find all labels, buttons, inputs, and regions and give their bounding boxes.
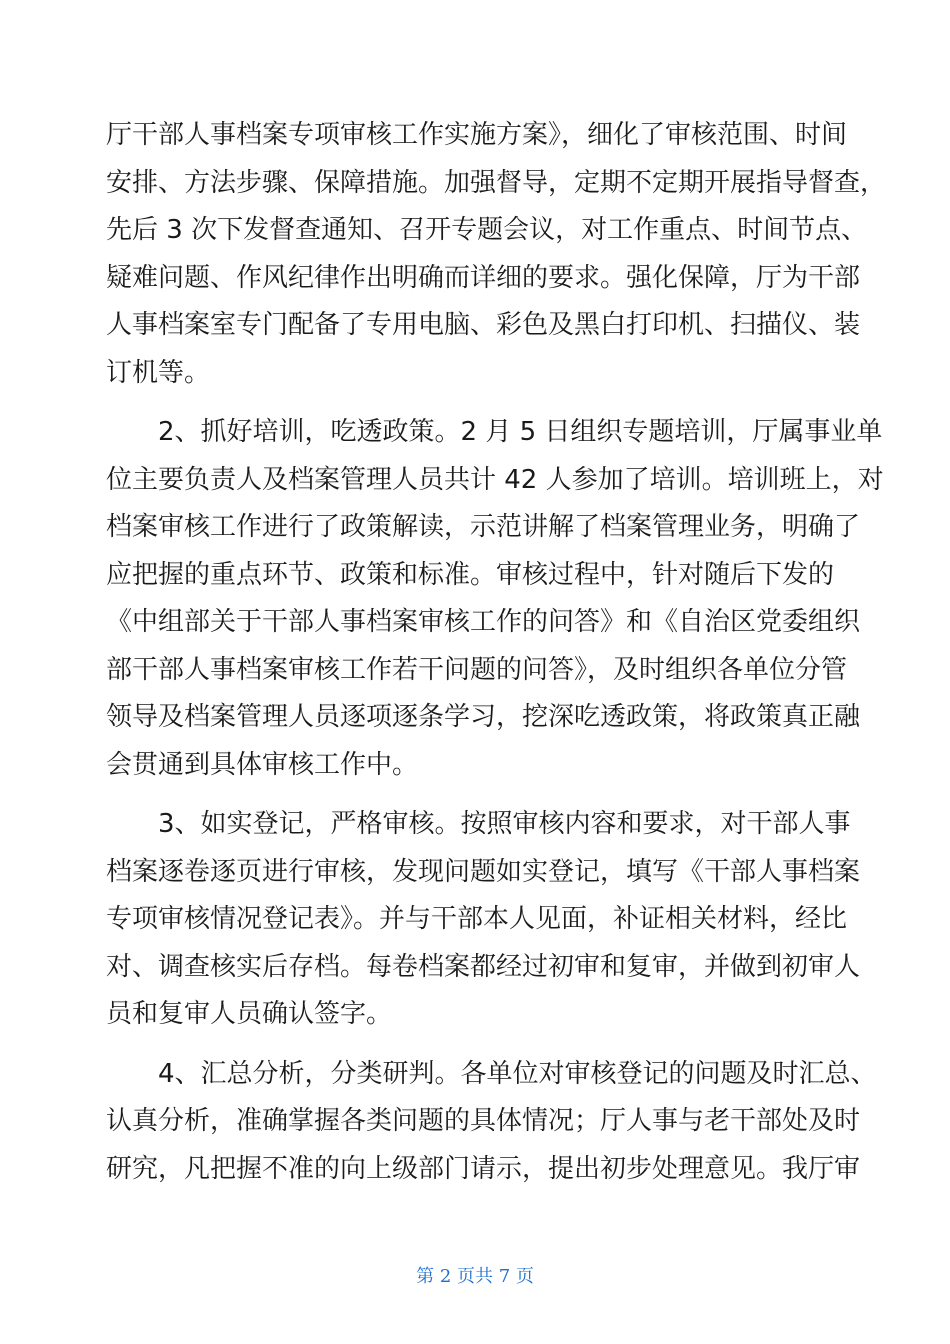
paragraph-spacer — [106, 1039, 836, 1051]
text-line: 人事档案室专门配备了专用电脑、彩色及黑白打印机、扫描仪、装 — [106, 310, 861, 340]
document-body — [106, 112, 887, 1193]
paragraph-1 — [106, 112, 887, 397]
text-line: 2、抓好培训，吃透政策。2 月 5 日组织专题培训，厅属事业单 — [106, 417, 883, 447]
page-number-footer: 第 2 页共 7 页 — [416, 1266, 534, 1287]
paragraph-4 — [106, 1051, 877, 1194]
text-line: 档案逐卷逐页进行审核，发现问题如实登记，填写《干部人事档案 — [106, 856, 861, 887]
text-line: 领导及档案管理人员逐项逐条学习，挖深吃透政策，将政策真正融 — [106, 702, 861, 732]
text-line: 订机等。 — [106, 357, 211, 388]
text-line: 3、如实登记，严格审核。按照审核内容和要求，对干部人事 — [106, 809, 851, 839]
text-line: 《中组部关于干部人事档案审核工作的问答》和《自治区党委组织 — [106, 607, 861, 637]
paragraph-2 — [106, 409, 884, 789]
text-line: 专项审核情况登记表》。并与干部本人见面，补证相关材料，经比 — [106, 904, 848, 934]
text-line: 对、调查核实后存档。每卷档案都经过初审和复审，并做到初审人 — [106, 951, 861, 982]
paragraph-spacer — [106, 789, 836, 801]
text-line: 4、汇总分析，分类研判。各单位对审核登记的问题及时汇总、 — [106, 1058, 877, 1089]
text-line: 位主要负责人及档案管理人员共计 42 人参加了培训。培训班上，对 — [106, 464, 884, 495]
text-line: 研究，凡把握不准的向上级部门请示，提出初步处理意见。我厅审 — [106, 1153, 861, 1184]
text-line: 厅干部人事档案专项审核工作实施方案》，细化了审核范围、时间 — [106, 120, 848, 150]
text-line: 会贯通到具体审核工作中。 — [106, 749, 419, 780]
text-line: 安排、方法步骤、保障措施。加强督导，定期不定期开展指导督查， — [106, 167, 887, 198]
text-line: 应把握的重点环节、政策和标准。审核过程中，针对随后下发的 — [106, 559, 835, 590]
text-line: 部干部人事档案审核工作若干问题的问答》，及时组织各单位分管 — [106, 654, 848, 685]
text-line: 档案审核工作进行了政策解读，示范讲解了档案管理业务，明确了 — [106, 512, 861, 542]
text-line: 疑难问题、作风纪律作出明确而详细的要求。强化保障，厅为干部 — [106, 262, 861, 293]
text-line: 认真分析，准确掌握各类问题的具体情况；厅人事与老干部处及时 — [106, 1106, 861, 1136]
text-line: 先后 3 次下发督查通知、召开专题会议，对工作重点、时间节点、 — [106, 215, 868, 245]
text-line: 员和复审人员确认签字。 — [106, 999, 393, 1029]
paragraph-3 — [106, 801, 861, 1039]
paragraph-spacer — [106, 397, 836, 409]
